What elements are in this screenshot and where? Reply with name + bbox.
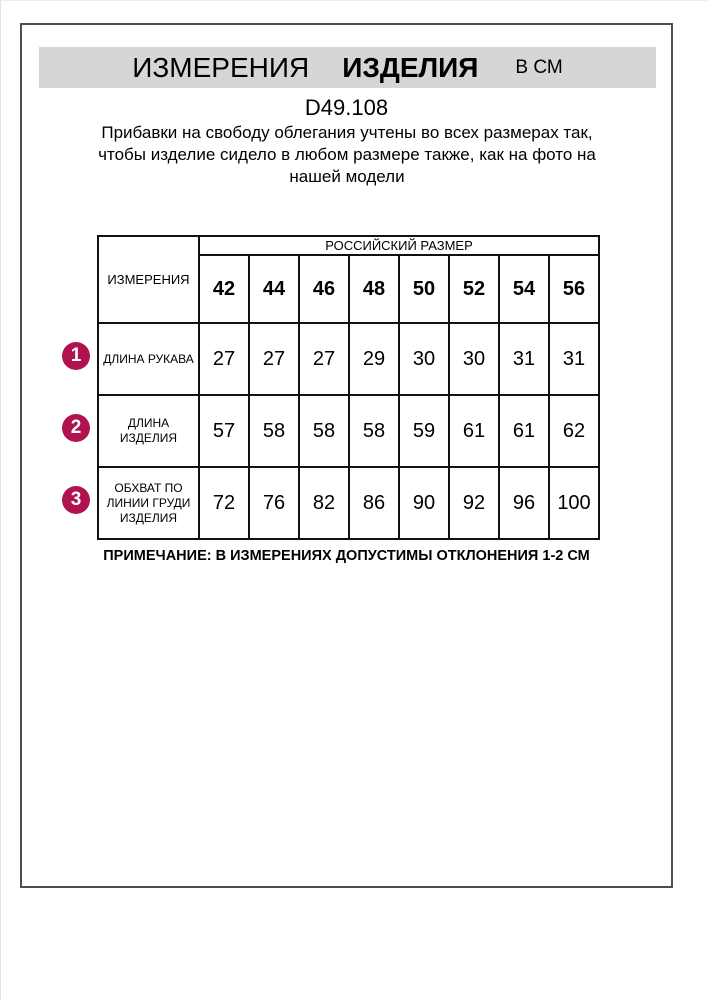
value-cell: 82 [299, 467, 349, 539]
note-text: ПРИМЕЧАНИЕ: В ИЗМЕРЕНИЯХ ДОПУСТИМЫ ОТКЛОНЕНИЯ 1-2 СМ [103, 548, 590, 564]
value-cell: 58 [249, 395, 299, 467]
value-cell: 57 [199, 395, 249, 467]
value-cell: 31 [499, 323, 549, 395]
value-cell: 61 [449, 395, 499, 467]
fit-description: Прибавки на свободу облегания учтены во всех размерах так, чтобы изделие сидело в любом размере также, как на фото на нашей модели [98, 123, 596, 186]
size-header-cell: 48 [349, 255, 399, 323]
title-measurements: ИЗМЕРЕНИЯ [132, 51, 310, 83]
value-cell: 58 [299, 395, 349, 467]
row-label: ДЛИНА ИЗДЕЛИЯ [98, 395, 199, 467]
value-cell: 27 [249, 323, 299, 395]
row-label: ОБХВАТ ПО ЛИНИИ ГРУДИ ИЗДЕЛИЯ [98, 467, 199, 539]
size-header-cell: 46 [299, 255, 349, 323]
value-cell: 31 [549, 323, 599, 395]
title-bar [39, 47, 656, 88]
size-header-cell: 44 [249, 255, 299, 323]
screenshot-top-edge [0, 0, 707, 1]
table-row [98, 323, 599, 395]
size-header-cell: 42 [199, 255, 249, 323]
value-cell: 86 [349, 467, 399, 539]
size-group-header: РОССИЙСКИЙ РАЗМЕР [199, 236, 599, 255]
row-label: ДЛИНА РУКАВА [98, 323, 199, 395]
size-header-cell: 54 [499, 255, 549, 323]
product-code: D49.108 [304, 95, 389, 120]
table-row [98, 236, 599, 255]
row-number-badge-3: 3 [62, 486, 90, 514]
size-header-cell: 50 [399, 255, 449, 323]
title-product: ИЗДЕЛИЯ [342, 51, 479, 83]
value-cell: 90 [399, 467, 449, 539]
size-header-cell: 56 [549, 255, 599, 323]
screenshot-left-edge [0, 0, 1, 1000]
value-cell: 62 [549, 395, 599, 467]
value-cell: 72 [199, 467, 249, 539]
value-cell: 29 [349, 323, 399, 395]
value-cell: 30 [449, 323, 499, 395]
row-number-badge-1: 1 [62, 342, 90, 370]
measurements-table [97, 235, 600, 540]
table-row [98, 395, 599, 467]
size-header-cell: 52 [449, 255, 499, 323]
value-cell: 30 [399, 323, 449, 395]
value-cell: 27 [199, 323, 249, 395]
table-corner-label: ИЗМЕРЕНИЯ [98, 236, 199, 323]
value-cell: 58 [349, 395, 399, 467]
value-cell: 96 [499, 467, 549, 539]
title-units: В СМ [515, 56, 563, 78]
value-cell: 76 [249, 467, 299, 539]
value-cell: 100 [549, 467, 599, 539]
value-cell: 27 [299, 323, 349, 395]
value-cell: 61 [499, 395, 549, 467]
value-cell: 59 [399, 395, 449, 467]
row-number-badge-2: 2 [62, 414, 90, 442]
table-row [98, 467, 599, 539]
value-cell: 92 [449, 467, 499, 539]
